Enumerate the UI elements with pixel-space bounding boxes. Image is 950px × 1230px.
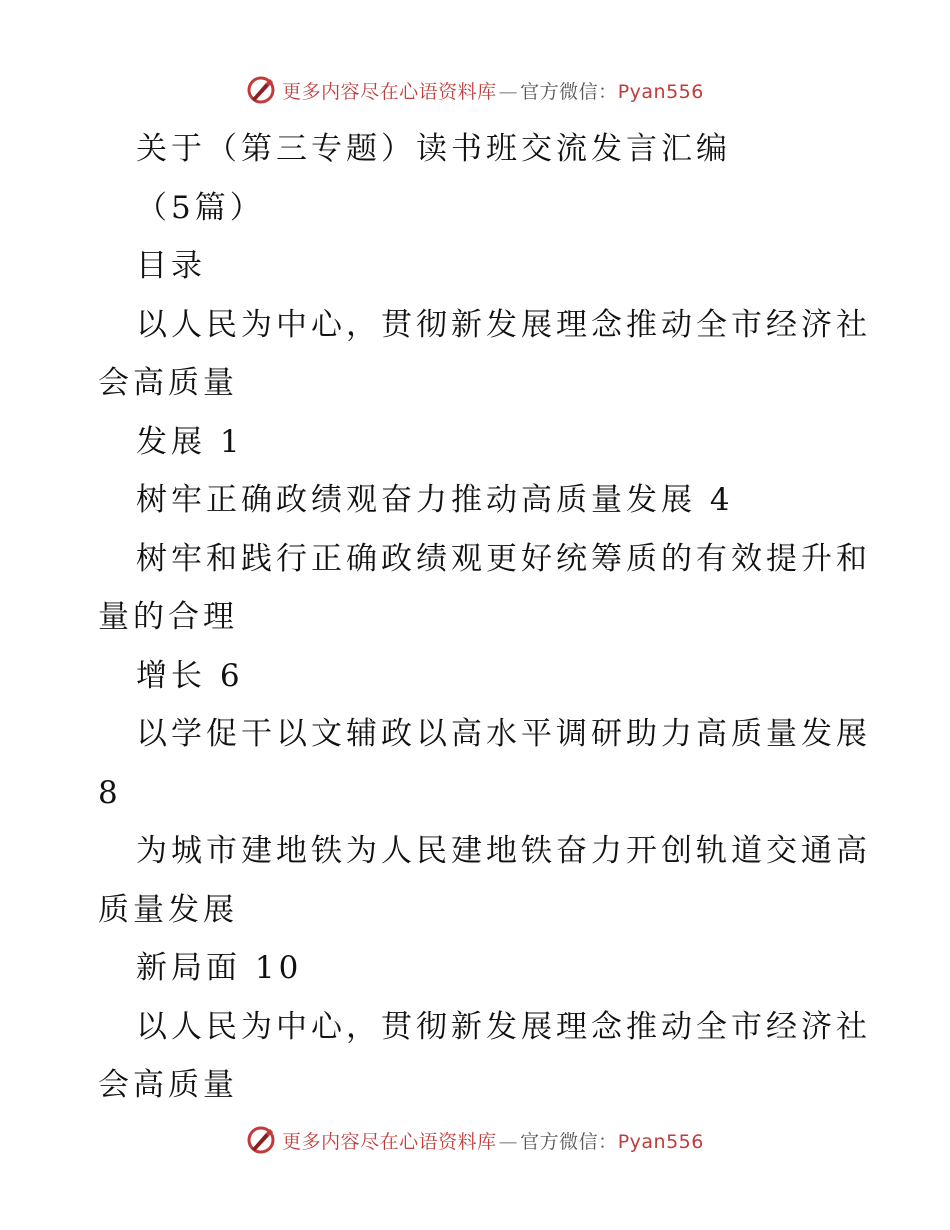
toc-entry-5-line-2: 质量发展 <box>98 891 238 928</box>
document-body <box>98 120 871 1115</box>
toc-entry-1-line-1: 以人民为中心，贯彻新发展理念推动全市经济社 <box>136 306 871 343</box>
watermark-text <box>282 1127 704 1154</box>
section-heading-line-2: 会高质量 <box>98 1067 238 1103</box>
toc-entry-1-page: 发展 1 <box>136 423 244 460</box>
watermark-handle: Pyan556 <box>617 1130 704 1153</box>
watermark-handle: Pyan556 <box>617 80 704 103</box>
toc-entry-2: 树牢正确政绩观奋力推动高质量发展 4 <box>136 482 734 518</box>
header-watermark <box>0 70 950 110</box>
watermark-dash: — <box>498 1130 519 1153</box>
watermark-official: 官方微信： <box>520 1130 618 1153</box>
section-heading-line-1: 以人民为中心，贯彻新发展理念推动全市经济社 <box>136 1008 871 1045</box>
watermark-main: 更多内容尽在心语资料库 <box>282 1130 497 1153</box>
document-title: 关于（第三专题）读书班交流发言汇编 <box>136 131 731 167</box>
toc-entry-3-page: 增长 6 <box>136 657 244 694</box>
watermark-main: 更多内容尽在心语资料库 <box>282 80 497 103</box>
toc-entry-3-line-1: 树牢和践行正确政绩观更好统筹质的有效提升和 <box>136 540 871 577</box>
toc-entry-3-line-2: 量的合理 <box>98 599 238 635</box>
toc-heading: 目录 <box>136 248 206 284</box>
pen-logo-icon <box>246 75 276 105</box>
watermark-content <box>246 1125 704 1155</box>
toc-entry-1-line-2: 会高质量 <box>98 365 238 401</box>
toc-entry-4-page: 8 <box>98 774 122 811</box>
watermark-dash: — <box>498 80 519 103</box>
watermark-official: 官方微信： <box>520 80 618 103</box>
toc-entry-5-page: 新局面 10 <box>136 950 303 986</box>
watermark-text <box>282 77 704 104</box>
toc-entry-5-line-1: 为城市建地铁为人民建地铁奋力开创轨道交通高 <box>136 833 871 869</box>
document-subtitle: （5篇） <box>136 189 265 226</box>
watermark-content <box>246 75 704 105</box>
footer-watermark <box>0 1120 950 1160</box>
pen-logo-icon <box>246 1125 276 1155</box>
toc-entry-4-line-1: 以学促干以文辅政以高水平调研助力高质量发展 <box>136 716 871 752</box>
